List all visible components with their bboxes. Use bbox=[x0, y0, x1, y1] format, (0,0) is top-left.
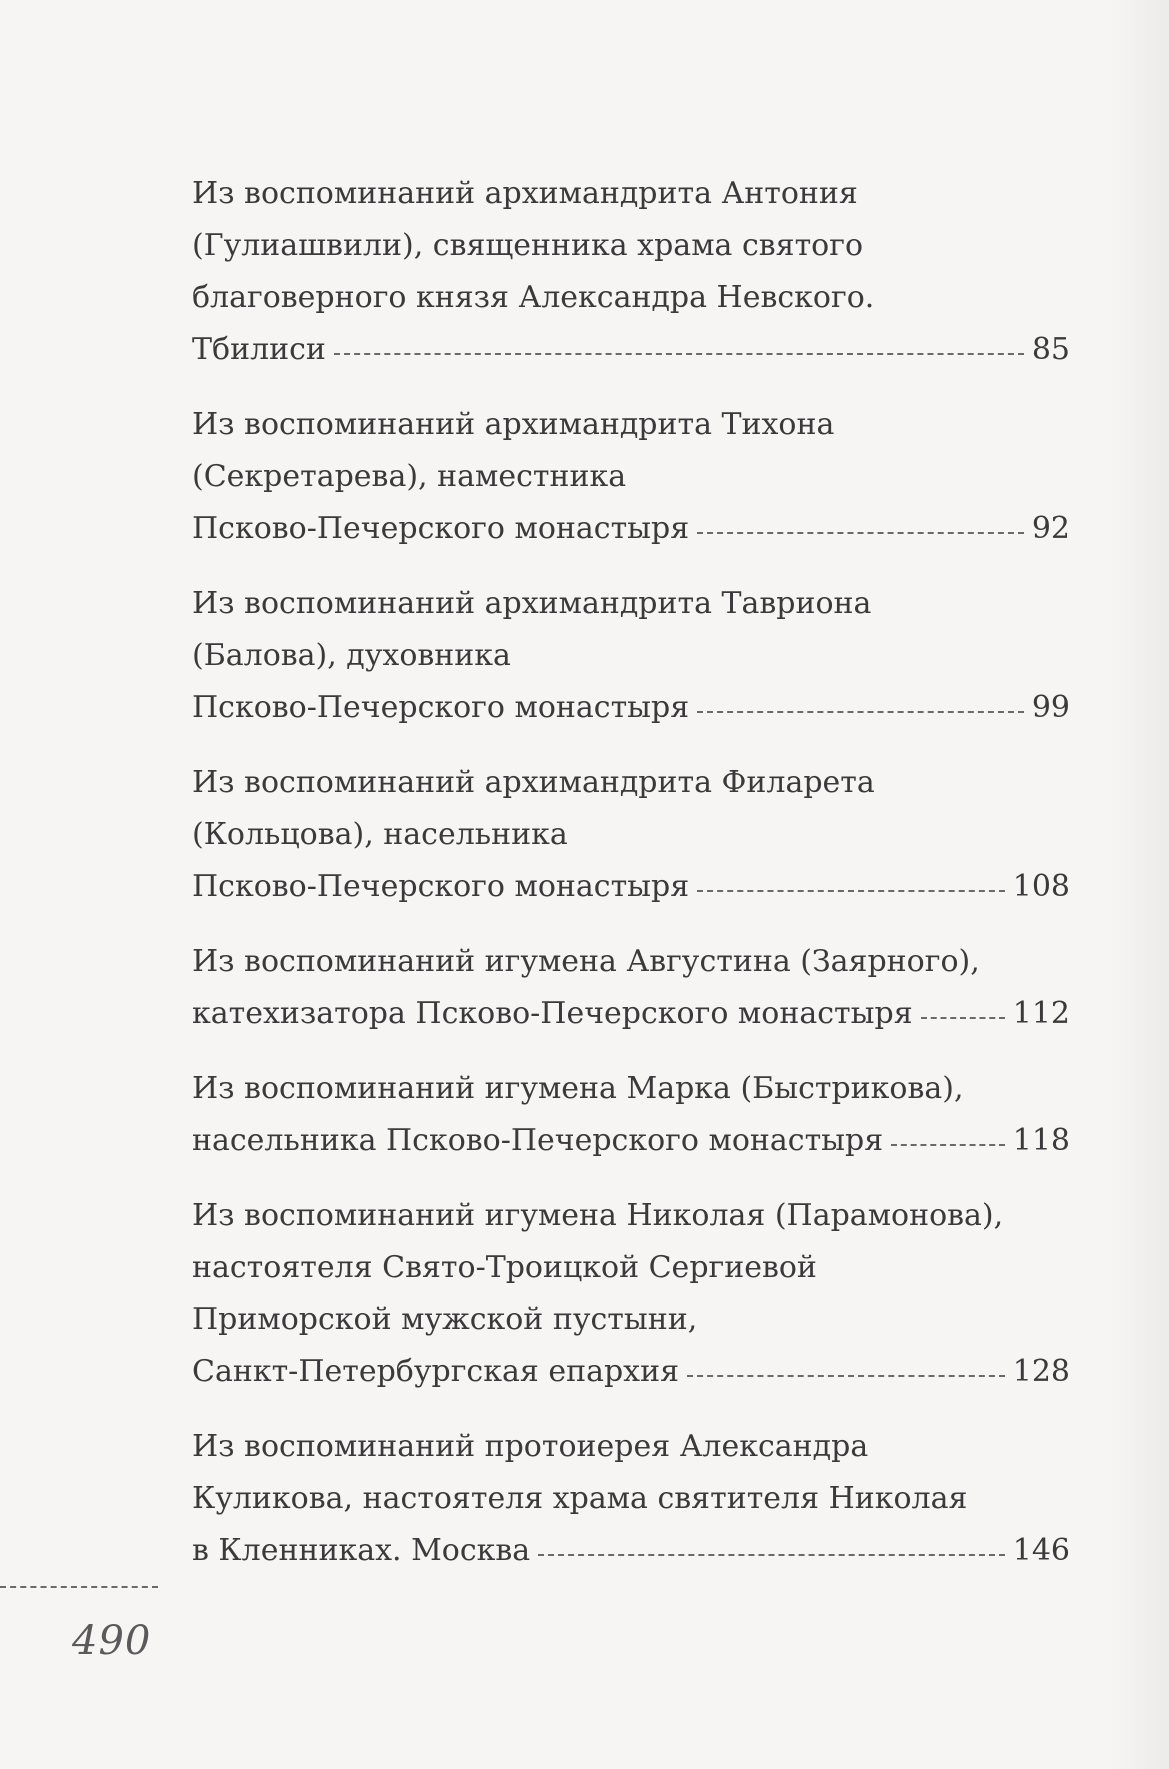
entry-title-line: Из воспоминаний протоиерея Александра bbox=[192, 1429, 869, 1464]
toc-entry bbox=[192, 399, 1070, 555]
entry-title-line: Псково-Печерского монастыря bbox=[192, 869, 690, 904]
entry-title-line: настоятеля Свято-Троицкой Сергиевой bbox=[192, 1250, 817, 1285]
toc-entry bbox=[192, 578, 1070, 734]
entry-title-line: Приморской мужской пустыни, bbox=[192, 1302, 698, 1337]
toc-entry bbox=[192, 1063, 1070, 1167]
folio-page-number: 490 bbox=[72, 1618, 152, 1664]
entry-title-line: Из воспоминаний архимандрита Тавриона bbox=[192, 586, 872, 621]
toc-entry bbox=[192, 1190, 1070, 1398]
entry-title-line: Из воспоминаний архимандрита Антония bbox=[192, 176, 858, 211]
entry-last-line bbox=[192, 503, 1070, 555]
entry-title-line: Тбилиси bbox=[192, 332, 326, 367]
entry-title-line: Псково-Печерского монастыря bbox=[192, 690, 690, 725]
dot-leader bbox=[697, 890, 1005, 892]
entry-title-line: благоверного князя Александра Невского. bbox=[192, 280, 875, 315]
entry-last-line bbox=[192, 1115, 1070, 1167]
entry-title-line: насельника Псково-Печерского монастыря bbox=[192, 1123, 884, 1158]
toc-entry bbox=[192, 936, 1070, 1040]
entry-title-line: Из воспоминаний игумена Августина (Заярного), bbox=[192, 944, 980, 979]
toc-entry bbox=[192, 757, 1070, 913]
page-number: 112 bbox=[1012, 996, 1070, 1031]
dot-leader bbox=[697, 711, 1024, 713]
entry-title-line: (Балова), духовника bbox=[192, 638, 511, 673]
entry-title-line: Из воспоминаний архимандрита Филарета bbox=[192, 765, 875, 800]
entry-title-line: Куликова, настоятеля храма святителя Николая bbox=[192, 1481, 968, 1516]
table-of-contents bbox=[192, 168, 1070, 1600]
entry-last-line bbox=[192, 988, 1070, 1040]
entry-title-line: катехизатора Псково-Печерского монастыря bbox=[192, 996, 913, 1031]
page-edge-shadow bbox=[1109, 0, 1169, 1769]
entry-title-line: (Гулиашвили), священника храма святого bbox=[192, 228, 864, 263]
entry-last-line bbox=[192, 324, 1070, 376]
entry-title-line: в Кленниках. Москва bbox=[192, 1533, 531, 1568]
entry-last-line bbox=[192, 1346, 1070, 1398]
dot-leader bbox=[697, 532, 1024, 534]
continuation-leader bbox=[0, 1586, 158, 1588]
page-number: 108 bbox=[1012, 869, 1070, 904]
page-number: 99 bbox=[1031, 690, 1070, 725]
entry-last-line bbox=[192, 682, 1070, 734]
entry-title-line: Санкт-Петербургская епархия bbox=[192, 1354, 680, 1389]
entry-title-line: Из воспоминаний архимандрита Тихона bbox=[192, 407, 835, 442]
entry-title-line: Из воспоминаний игумена Николая (Парамонова), bbox=[192, 1198, 1004, 1233]
entry-title-line: Из воспоминаний игумена Марка (Быстрикова), bbox=[192, 1071, 964, 1106]
entry-last-line bbox=[192, 861, 1070, 913]
page-number: 128 bbox=[1012, 1354, 1070, 1389]
entry-title-line: Псково-Печерского монастыря bbox=[192, 511, 690, 546]
page-number: 118 bbox=[1012, 1123, 1070, 1158]
dot-leader bbox=[921, 1017, 1005, 1019]
dot-leader bbox=[334, 353, 1024, 355]
page-number: 92 bbox=[1031, 511, 1070, 546]
toc-entry bbox=[192, 1421, 1070, 1577]
dot-leader bbox=[891, 1144, 1005, 1146]
page-number: 85 bbox=[1031, 332, 1070, 367]
dot-leader bbox=[687, 1375, 1005, 1377]
entry-title-line: (Секретарева), наместника bbox=[192, 459, 627, 494]
entry-title-line: (Кольцова), насельника bbox=[192, 817, 568, 852]
page-number: 146 bbox=[1012, 1533, 1070, 1568]
entry-last-line bbox=[192, 1525, 1070, 1577]
dot-leader bbox=[538, 1554, 1005, 1556]
toc-entry bbox=[192, 168, 1070, 376]
